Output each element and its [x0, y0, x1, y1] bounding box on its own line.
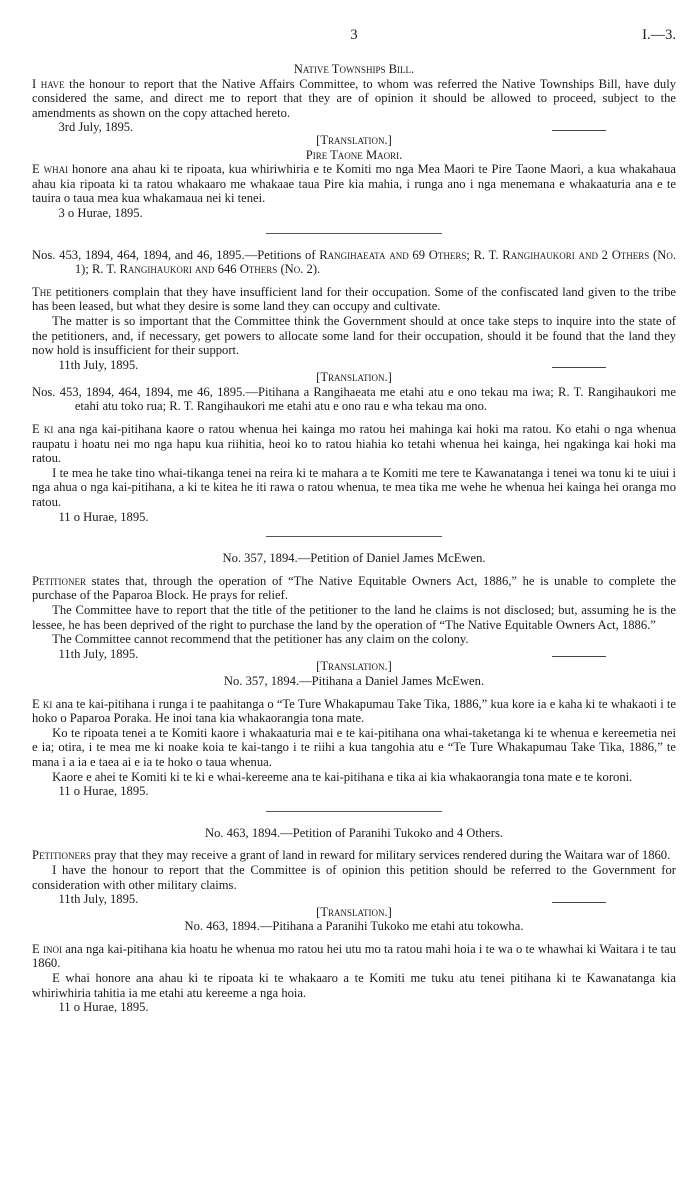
- paragraph: The Committee have to report that the title of the petitioner to the land he claims is not disclosed; but, assuming he is the lessee, he has been deprived of the right to purchase the land by the operation of “The Native Equitable Owners Act, 1886.”: [32, 603, 676, 632]
- lead-word: E ki: [32, 696, 53, 711]
- lead-word: E ki: [32, 422, 54, 437]
- lead-word: Petitioners: [32, 848, 91, 863]
- short-divider: [552, 130, 606, 131]
- date-line: 11 o Hurae, 1895.: [58, 784, 149, 799]
- paragraph: the honour to report that the Native Affairs Committee, to whom was referred the Native Townships Bill, have duly considered the same, and direct me to report that they are of opinion it should be allowed to proceed, subject to the amendments as shown on the copy attached hereto.: [32, 76, 677, 120]
- translation-label: [Translation.]: [316, 659, 392, 674]
- date-line: 11th July, 1895.: [58, 357, 139, 372]
- paragraph: states that, through the operation of “The Native Equitable Owners Act, 1886,” he is unable to complete the purchase of the Paparoa Block. He prays for relief.: [32, 573, 676, 603]
- page-header: [32, 28, 676, 48]
- paragraph: Ko te ripoata tenei a te Komiti kaore i whakaaturia mai e te kai-pitihana ona whai-taketanga ki te whenua e kereemetia nei e ia; otira, i te mea me ki noake koia te kai-tango i te riihi a kua tangohia atu e “Te Ture Whakapumau Take Tika, 1886,” te mana i a ia e taea ai e ia te hoko o taua whenua.: [32, 725, 676, 769]
- date-line: 11th July, 1895.: [58, 646, 139, 661]
- translation-label: [Translation.]: [316, 370, 392, 385]
- paragraph: The matter is so important that the Committee think the Government should at once take steps to inquire into the state of the petitioners, and, if necessary, get powers to allocate some land for their occupation, should it be found that the land they now hold is insufficient for their support.: [32, 313, 676, 358]
- translation-heading: No. 463, 1894.—Pitihana a Paranihi Tukoko me etahi atu tokowha.: [184, 919, 524, 934]
- lead-word: The: [32, 284, 52, 299]
- section-heading: [32, 248, 676, 277]
- section-mcewen-petition: [32, 551, 676, 799]
- date-line: 11 o Hurae, 1895.: [58, 1000, 149, 1015]
- heading-prefix: Nos. 453, 1894, 464, 1894, and 46, 1895.—Petitions of: [32, 247, 320, 262]
- heading-names: Rangihaeata and 69 Others; R. T. Rangihaukori and 2 Others (No. 1); R. T. Rangihaukori and 646 Others (No. 2).: [74, 247, 676, 277]
- short-divider: [552, 367, 606, 368]
- section-divider: [266, 811, 442, 812]
- document-page: [32, 28, 676, 1015]
- section-native-townships-bill: [32, 62, 676, 221]
- page-number: 3: [350, 27, 358, 43]
- date-line: 3rd July, 1895.: [58, 120, 134, 135]
- section-heading: No. 463, 1894.—Petition of Paranihi Tukoko and 4 Others.: [204, 825, 504, 840]
- paragraph: I have the honour to report that the Committee is of opinion this petition should be referred to the Government for consideration with other military claims.: [32, 862, 676, 892]
- section-rangihaeata-petitions: [32, 248, 676, 525]
- translation-label: [Translation.]: [316, 132, 392, 147]
- paragraph: petitioners complain that they have insufficient land for their occupation. Some of the confiscated land given to the tribe has been leased, but what they desire is some land they can occupy and cultivate.: [32, 284, 676, 314]
- section-tukoko-petition: [32, 826, 676, 1015]
- short-divider: [552, 902, 606, 903]
- lead-word: Petitioner: [32, 573, 86, 588]
- translation-heading: No. 357, 1894.—Pitihana a Daniel James McEwen.: [223, 673, 485, 688]
- paragraph: E whai honore ana ahau ki te ripoata ki te whakaaro a te Komiti me tuku atu tenei pitihana ki te Kawanatanga kia whiriwhiria tahitia ia me etahi atu kereeme a nga hoia.: [32, 971, 676, 1000]
- paragraph: The Committee cannot recommend that the petitioner has any claim on the colony.: [52, 632, 469, 647]
- translation-label: [Translation.]: [316, 904, 392, 919]
- date-line: 11 o Hurae, 1895.: [58, 509, 149, 524]
- paragraph: I te mea he take tino whai-tikanga tenei na reira ki te mahara a te Komiti me tere te Kawanatanga i tenei wa tonu ki te uiui i nga ahua o nga kai-pitihana, a ki te kitea he iti rawa o ratou whenua, te mea tika me wehe he whenua hei kainga hei oranga mo ratou.: [32, 465, 676, 510]
- section-heading: Native Townships Bill.: [293, 62, 415, 76]
- section-divider: [266, 536, 442, 537]
- paragraph: ana nga kai-pitihana kaore o ratou whenua hei kainga mo ratou hei mahinga kai hoki ma ratou. Ko etahi o nga whenua raupatu i hoatu nei mo nga hapu kua riihitia, heoi ko to ratou hiahia ko tetahi whenua hei kainga, hei ngakinga kai hoki ma ratou.: [32, 422, 677, 466]
- paragraph: Kaore e ahei te Komiti ki te ki e whai-kereeme ana te kai-pitihana e tika ai kia whakaorangia tona mate e te koroni.: [52, 769, 633, 784]
- paragraph: ana te kai-pitihana i runga i te paahitanga o “Te Ture Whakapumau Take Tika, 1886,” kua kore ia e kaha ki te whakaoti i te hoko o Paparoa Poraka. He inoi tana kia whakaorangia tona mate.: [32, 696, 676, 726]
- paragraph: ana nga kai-pitihana kia hoatu he whenua mo ratou hei utu mo ta ratou mahi hoia i te wa o te whawhai ki Waitara i te tau 1860.: [32, 941, 676, 971]
- date-line: 11th July, 1895.: [58, 892, 139, 907]
- short-divider: [552, 656, 606, 657]
- paper-reference: I.—3.: [642, 27, 676, 43]
- lead-word: E whai: [32, 162, 69, 177]
- lead-word: I have: [32, 76, 65, 91]
- date-line: 3 o Hurae, 1895.: [58, 205, 143, 220]
- section-heading: No. 357, 1894.—Petition of Daniel James McEwen.: [222, 551, 486, 566]
- paragraph: honore ana ahau ki te ripoata, kua whiriwhiria e te Komiti mo nga Mea Maori te Pire Taone Maori, a kua whakahaua ahau kia ripoata ki ta ratou whakaaro me whakaae taua Pire kia mahia, i runga ano i nga menemana e whakaaturia ana e te tauira o taua mea kua whakamaua nei ki tenei.: [32, 162, 676, 206]
- translation-heading: Pire Taone Maori.: [305, 147, 403, 162]
- translation-heading: Nos. 453, 1894, 464, 1894, me 46, 1895.—Pitihana a Rangihaeata me etahi atu e ono tekau ma iwa; R. T. Rangihaukori me etahi atu toko rua; R. T. Rangihaukori me etahi atu e ono rau e wha tekau ma ono.: [32, 384, 676, 414]
- paragraph: pray that they may receive a grant of land in reward for military services rendered during the Waitara war of 1860.: [91, 848, 671, 863]
- lead-word: E inoi: [32, 941, 62, 956]
- section-divider: [266, 233, 442, 234]
